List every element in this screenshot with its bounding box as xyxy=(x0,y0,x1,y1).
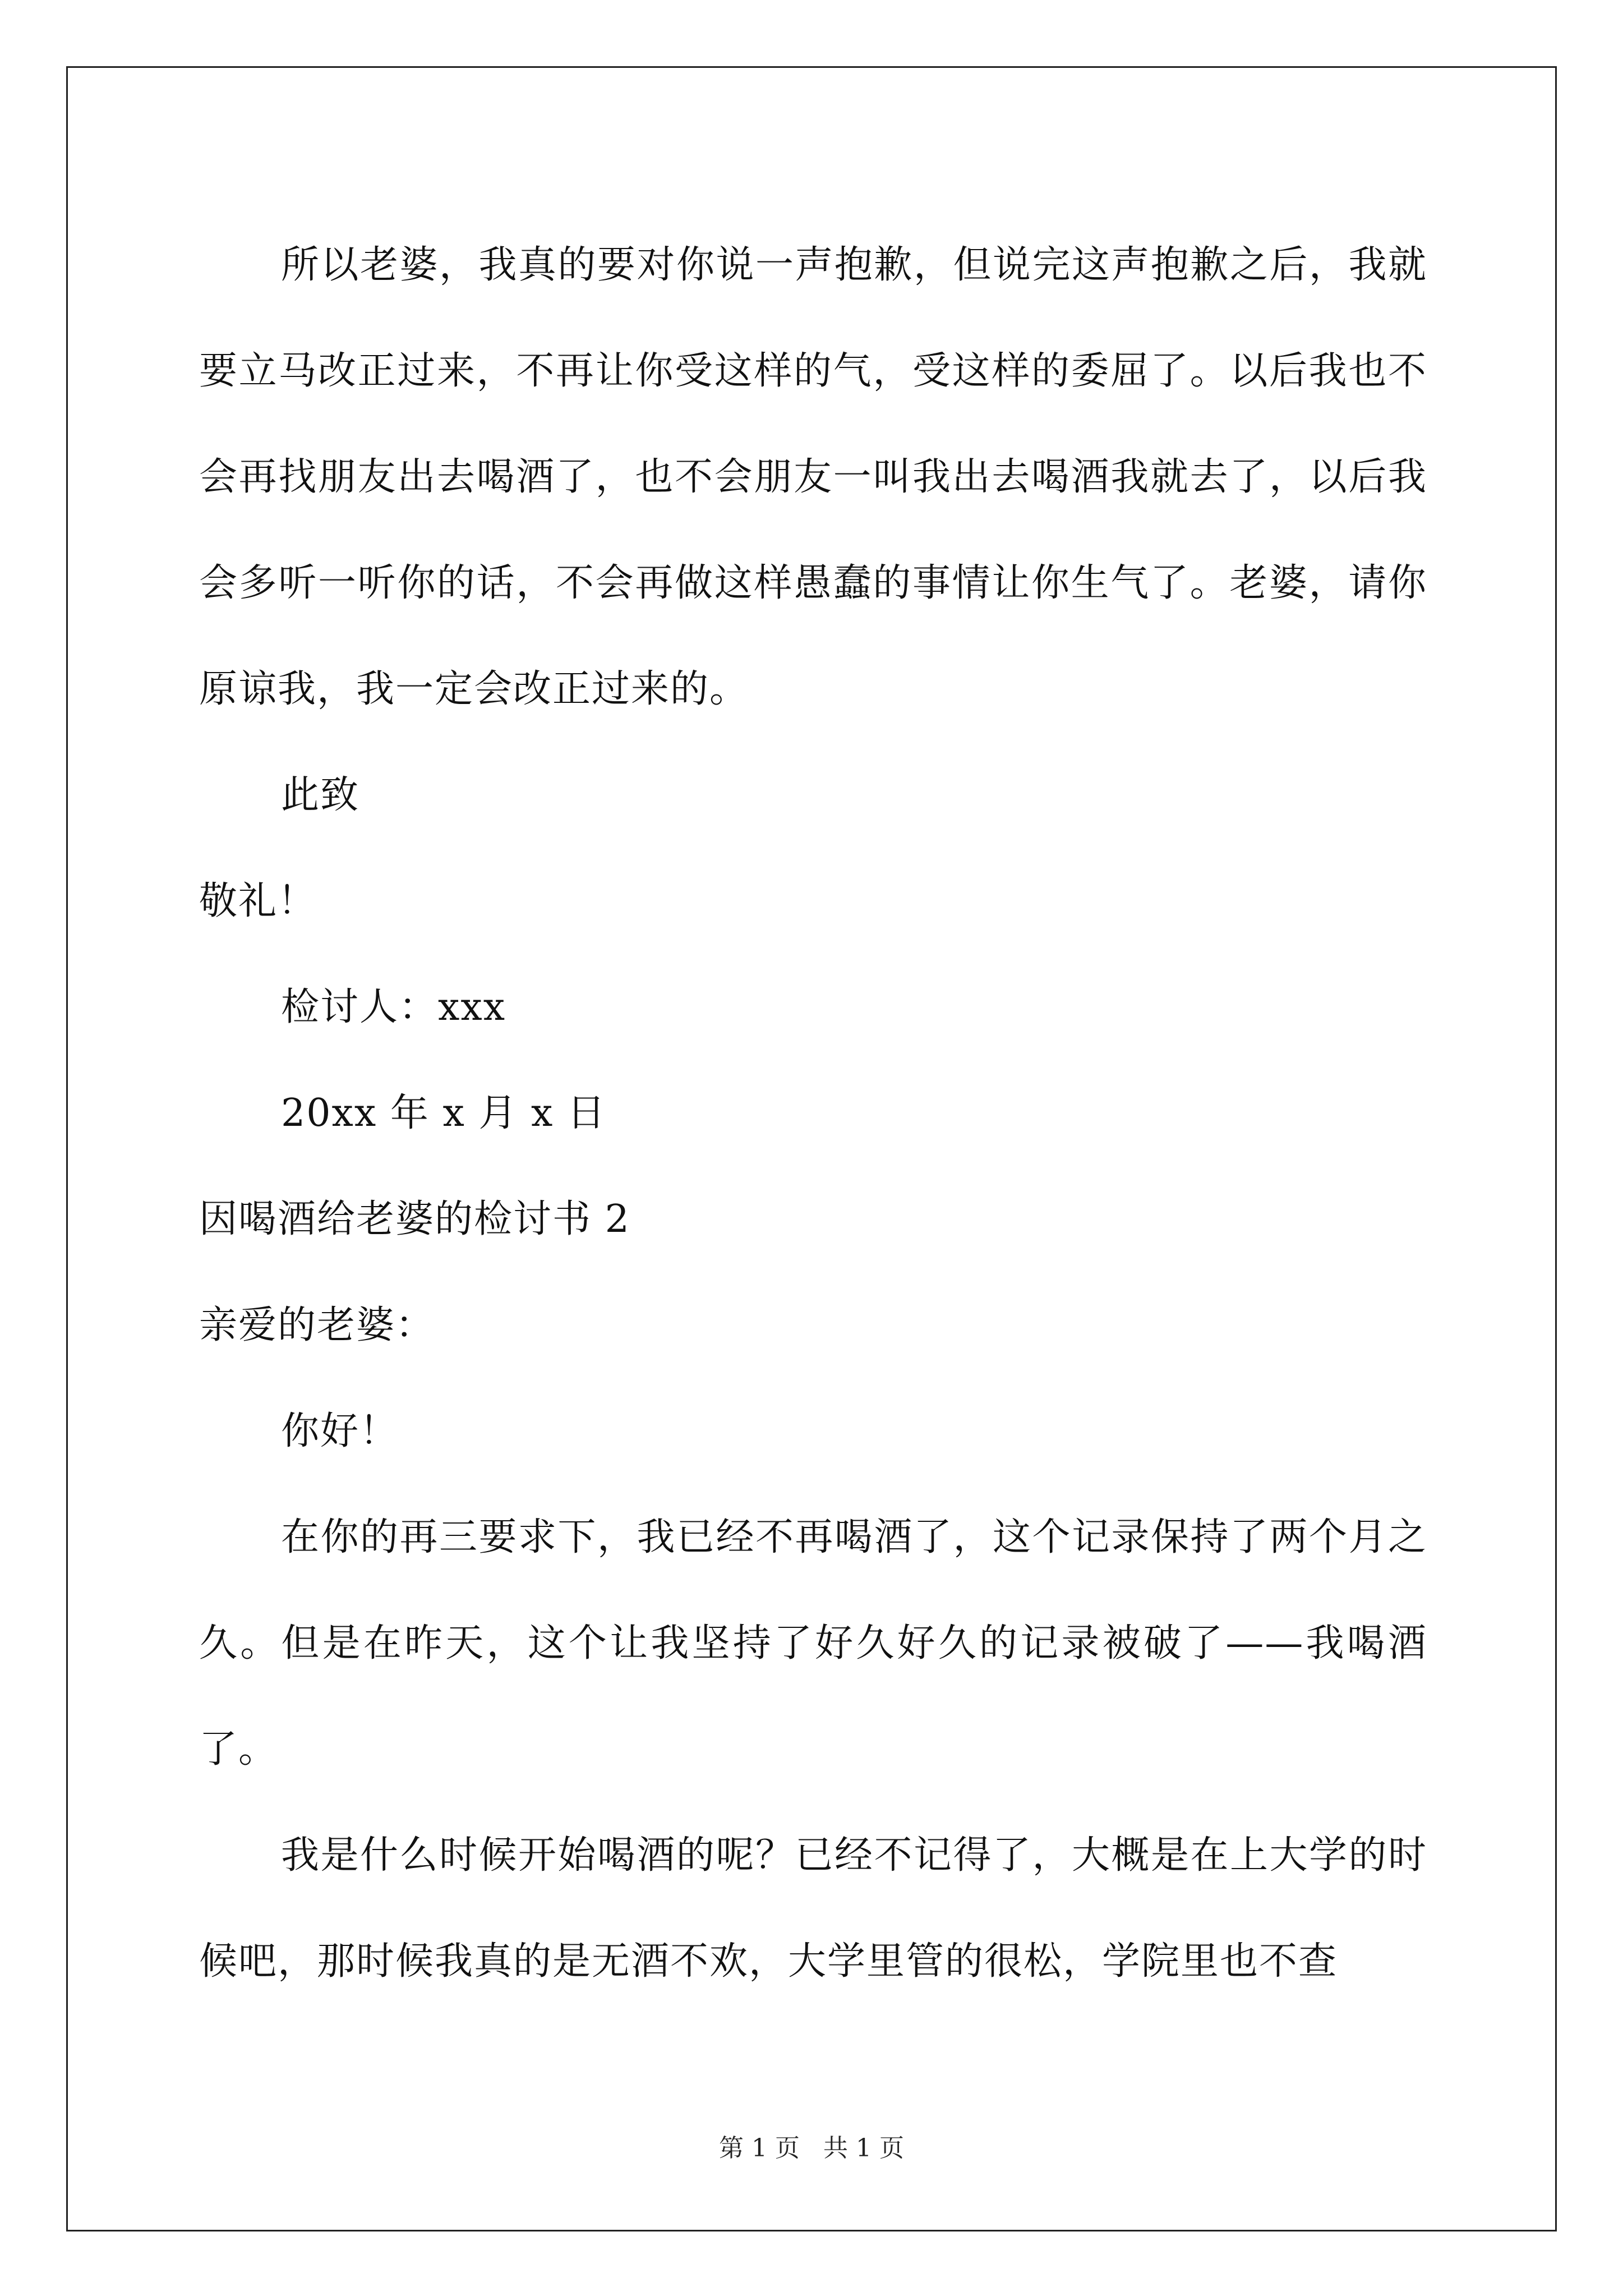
greeting: 亲爱的老婆： xyxy=(199,1303,435,1347)
closing-respect: 敬礼！ xyxy=(199,879,317,923)
paragraph-record: 在你的再三要求下，我已经不再喝酒了，这个记录保持了两个月之久。但是在昨天，这个让我坚持了好久好久的记录被破了——我喝酒了。 xyxy=(199,1515,1427,1772)
signature-line: 检讨人：xxx xyxy=(281,985,506,1029)
section-title: 因喝酒给老婆的检讨书 2 xyxy=(199,1197,630,1241)
closing-salutation: 此致 xyxy=(281,773,360,817)
document-body xyxy=(199,212,1427,2014)
greeting-hello: 你好！ xyxy=(281,1409,399,1453)
date-line: 20xx 年 x 月 x 日 xyxy=(281,1091,607,1135)
paragraph-history: 我是什么时候开始喝酒的呢？已经不记得了，大概是在上大学的时候吧，那时候我真的是无酒不欢，大学里管的很松，学院里也不查 xyxy=(199,1833,1427,1984)
paragraph-apology: 所以老婆，我真的要对你说一声抱歉，但说完这声抱歉之后，我就要立马改正过来，不再让你受这样的气，受这样的委屈了。以后我也不会再找朋友出去喝酒了，也不会朋友一叫我出去喝酒我就去了，以后我会多听一听你的话，不会再做这样愚蠢的事情让你生气了。老婆，请你原谅我，我一定会改正过来的。 xyxy=(199,243,1427,711)
page-footer: 第 1 页 共 1 页 xyxy=(719,2134,904,2162)
